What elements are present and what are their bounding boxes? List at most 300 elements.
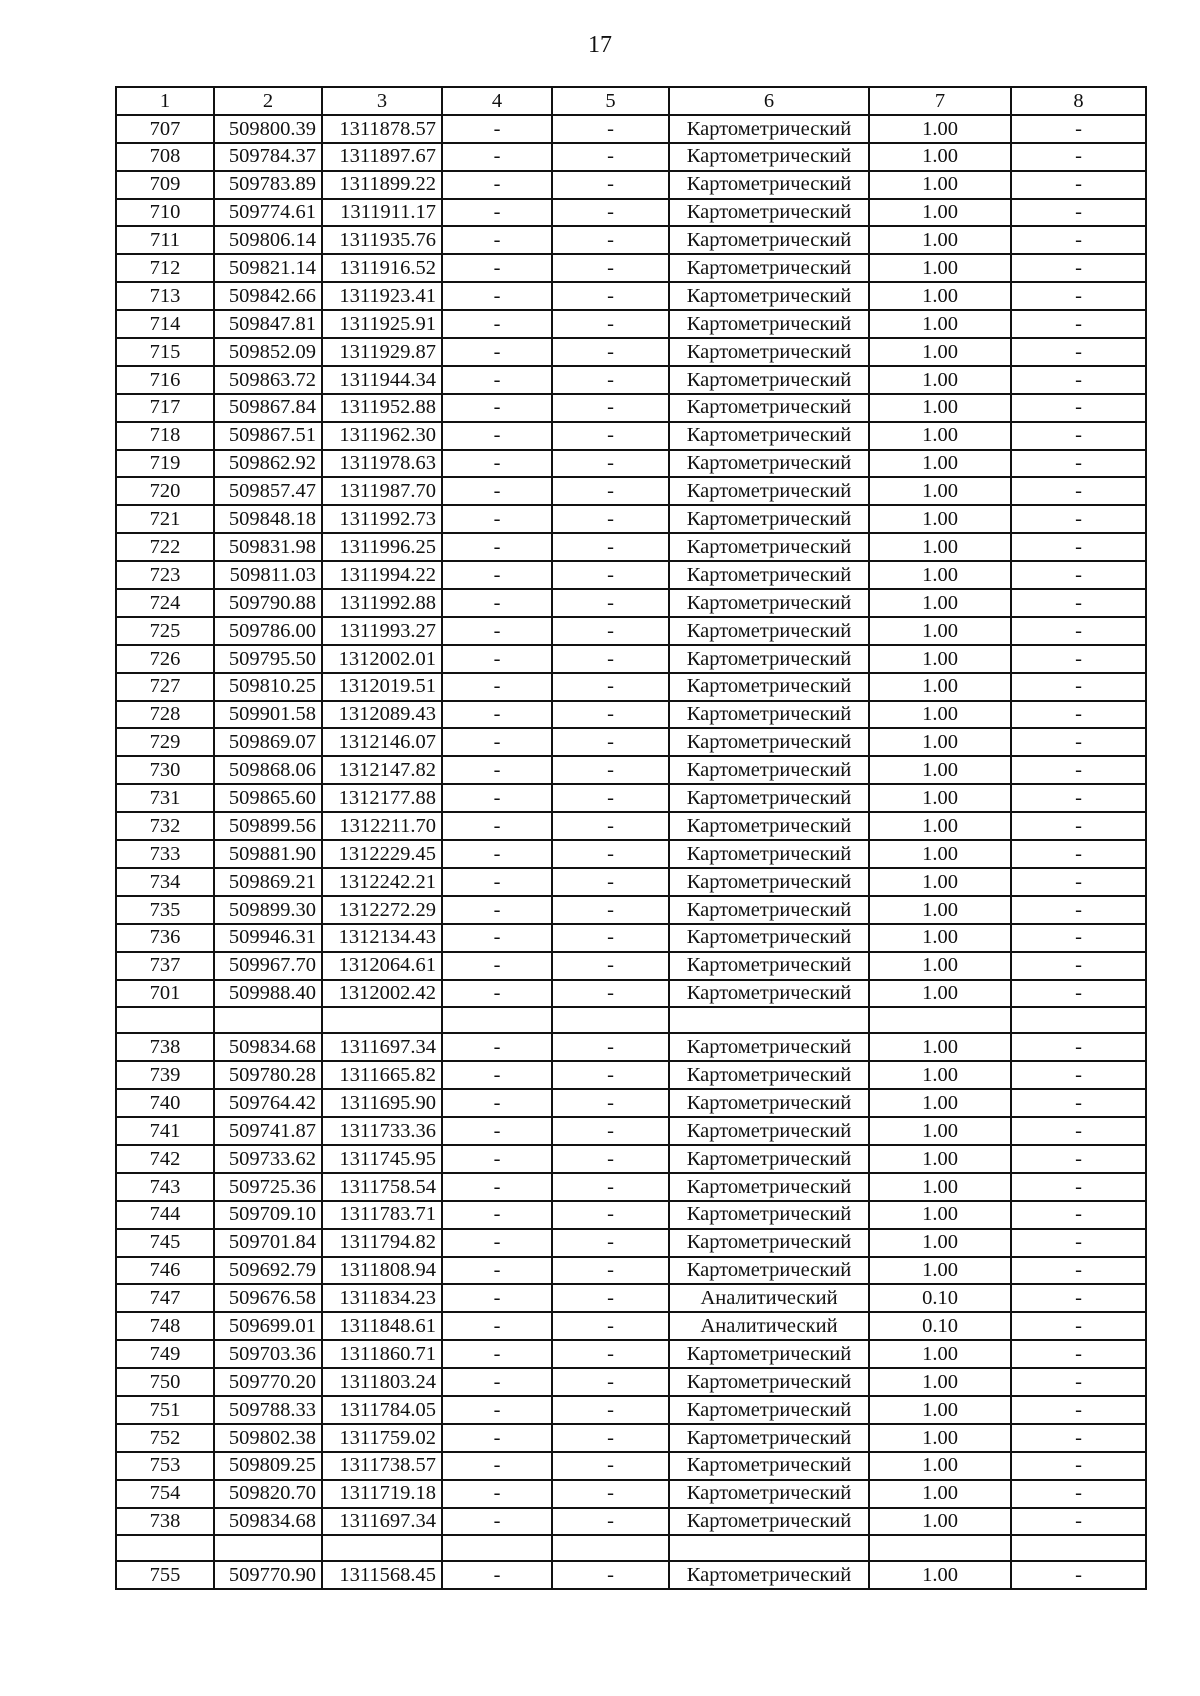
col4-cell: - xyxy=(442,394,552,422)
table-row xyxy=(116,1424,1146,1452)
x-coordinate-cell: 509821.14 xyxy=(214,254,322,282)
y-coordinate-cell: 1311992.73 xyxy=(322,505,442,533)
x-coordinate-cell: 509881.90 xyxy=(214,840,322,868)
point-number-cell: 716 xyxy=(116,366,214,394)
method-cell: Картометрический xyxy=(669,645,869,673)
col8-cell xyxy=(1011,1007,1146,1033)
table-body xyxy=(116,115,1146,1589)
table-row xyxy=(116,394,1146,422)
method-cell: Картометрический xyxy=(669,1145,869,1173)
y-coordinate-cell: 1311695.90 xyxy=(322,1089,442,1117)
point-number-cell: 746 xyxy=(116,1257,214,1285)
method-cell: Картометрический xyxy=(669,450,869,478)
method-cell: Картометрический xyxy=(669,561,869,589)
y-coordinate-cell: 1311758.54 xyxy=(322,1173,442,1201)
col5-cell: - xyxy=(552,1284,669,1312)
method-cell: Картометрический xyxy=(669,1508,869,1536)
col5-cell: - xyxy=(552,617,669,645)
col5-cell: - xyxy=(552,1312,669,1340)
table-row xyxy=(116,254,1146,282)
accuracy-cell: 1.00 xyxy=(869,1396,1011,1424)
y-coordinate-cell: 1311962.30 xyxy=(322,422,442,450)
col5-cell: - xyxy=(552,1173,669,1201)
x-coordinate-cell: 509869.21 xyxy=(214,868,322,896)
y-coordinate-cell: 1311935.76 xyxy=(322,226,442,254)
y-coordinate-cell: 1311899.22 xyxy=(322,171,442,199)
col5-cell: - xyxy=(552,143,669,171)
col8-cell: - xyxy=(1011,199,1146,227)
x-coordinate-cell: 509867.84 xyxy=(214,394,322,422)
point-number-cell: 714 xyxy=(116,310,214,338)
accuracy-cell: 1.00 xyxy=(869,1145,1011,1173)
column-header: 3 xyxy=(322,87,442,115)
accuracy-cell: 1.00 xyxy=(869,477,1011,505)
col4-cell: - xyxy=(442,1173,552,1201)
method-cell: Картометрический xyxy=(669,505,869,533)
table-row xyxy=(116,784,1146,812)
col5-cell: - xyxy=(552,115,669,143)
method-cell: Картометрический xyxy=(669,254,869,282)
col5-cell: - xyxy=(552,394,669,422)
column-header: 8 xyxy=(1011,87,1146,115)
col5-cell: - xyxy=(552,1117,669,1145)
page-number: 17 xyxy=(588,32,612,58)
col8-cell: - xyxy=(1011,1368,1146,1396)
x-coordinate-cell: 509857.47 xyxy=(214,477,322,505)
accuracy-cell xyxy=(869,1535,1011,1561)
accuracy-cell: 1.00 xyxy=(869,1452,1011,1480)
method-cell: Картометрический xyxy=(669,924,869,952)
col8-cell: - xyxy=(1011,1480,1146,1508)
col8-cell: - xyxy=(1011,338,1146,366)
accuracy-cell: 1.00 xyxy=(869,728,1011,756)
method-cell: Картометрический xyxy=(669,701,869,729)
accuracy-cell: 1.00 xyxy=(869,1257,1011,1285)
col8-cell: - xyxy=(1011,784,1146,812)
column-header: 6 xyxy=(669,87,869,115)
method-cell: Картометрический xyxy=(669,1561,869,1589)
table-row xyxy=(116,840,1146,868)
method-cell: Аналитический xyxy=(669,1312,869,1340)
col4-cell: - xyxy=(442,1480,552,1508)
col8-cell: - xyxy=(1011,477,1146,505)
col5-cell: - xyxy=(552,282,669,310)
method-cell xyxy=(669,1535,869,1561)
column-header: 5 xyxy=(552,87,669,115)
col5-cell: - xyxy=(552,645,669,673)
point-number-cell: 712 xyxy=(116,254,214,282)
col8-cell: - xyxy=(1011,952,1146,980)
x-coordinate-cell: 509783.89 xyxy=(214,171,322,199)
col5-cell: - xyxy=(552,422,669,450)
point-number-cell: 738 xyxy=(116,1033,214,1061)
point-number-cell: 736 xyxy=(116,924,214,952)
col5-cell: - xyxy=(552,924,669,952)
method-cell: Картометрический xyxy=(669,1396,869,1424)
table-row xyxy=(116,1061,1146,1089)
method-cell: Картометрический xyxy=(669,1033,869,1061)
accuracy-cell: 1.00 xyxy=(869,1173,1011,1201)
col5-cell xyxy=(552,1007,669,1033)
accuracy-cell: 1.00 xyxy=(869,980,1011,1008)
x-coordinate-cell: 509967.70 xyxy=(214,952,322,980)
point-number-cell: 750 xyxy=(116,1368,214,1396)
y-coordinate-cell xyxy=(322,1007,442,1033)
accuracy-cell: 1.00 xyxy=(869,422,1011,450)
col8-cell: - xyxy=(1011,533,1146,561)
method-cell: Картометрический xyxy=(669,1480,869,1508)
method-cell: Картометрический xyxy=(669,1117,869,1145)
col4-cell: - xyxy=(442,477,552,505)
col8-cell: - xyxy=(1011,812,1146,840)
col4-cell: - xyxy=(442,1396,552,1424)
x-coordinate-cell: 509863.72 xyxy=(214,366,322,394)
x-coordinate-cell xyxy=(214,1535,322,1561)
col4-cell: - xyxy=(442,1033,552,1061)
accuracy-cell: 1.00 xyxy=(869,1201,1011,1229)
col4-cell: - xyxy=(442,422,552,450)
method-cell: Картометрический xyxy=(669,728,869,756)
col8-cell: - xyxy=(1011,1201,1146,1229)
col4-cell: - xyxy=(442,617,552,645)
col4-cell: - xyxy=(442,756,552,784)
accuracy-cell: 1.00 xyxy=(869,394,1011,422)
x-coordinate-cell: 509741.87 xyxy=(214,1117,322,1145)
table-row xyxy=(116,533,1146,561)
x-coordinate-cell: 509795.50 xyxy=(214,645,322,673)
x-coordinate-cell: 509810.25 xyxy=(214,673,322,701)
point-number-cell: 723 xyxy=(116,561,214,589)
col4-cell: - xyxy=(442,1145,552,1173)
point-number-cell: 748 xyxy=(116,1312,214,1340)
point-number-cell: 739 xyxy=(116,1061,214,1089)
point-number-cell xyxy=(116,1535,214,1561)
accuracy-cell xyxy=(869,1007,1011,1033)
y-coordinate-cell: 1311878.57 xyxy=(322,115,442,143)
col4-cell: - xyxy=(442,505,552,533)
point-number-cell: 709 xyxy=(116,171,214,199)
table-row xyxy=(116,645,1146,673)
accuracy-cell: 1.00 xyxy=(869,924,1011,952)
method-cell: Картометрический xyxy=(669,171,869,199)
y-coordinate-cell: 1311665.82 xyxy=(322,1061,442,1089)
table-row xyxy=(116,952,1146,980)
accuracy-cell: 1.00 xyxy=(869,645,1011,673)
col4-cell: - xyxy=(442,784,552,812)
accuracy-cell: 1.00 xyxy=(869,533,1011,561)
col8-cell: - xyxy=(1011,1340,1146,1368)
point-number-cell: 720 xyxy=(116,477,214,505)
x-coordinate-cell: 509865.60 xyxy=(214,784,322,812)
method-cell: Картометрический xyxy=(669,868,869,896)
col4-cell: - xyxy=(442,840,552,868)
y-coordinate-cell: 1311994.22 xyxy=(322,561,442,589)
y-coordinate-cell: 1312019.51 xyxy=(322,673,442,701)
col4-cell xyxy=(442,1535,552,1561)
x-coordinate-cell: 509770.90 xyxy=(214,1561,322,1589)
table-row xyxy=(116,282,1146,310)
col4-cell: - xyxy=(442,812,552,840)
x-coordinate-cell: 509800.39 xyxy=(214,115,322,143)
col4-cell: - xyxy=(442,645,552,673)
method-cell: Картометрический xyxy=(669,143,869,171)
col4-cell: - xyxy=(442,171,552,199)
x-coordinate-cell: 509842.66 xyxy=(214,282,322,310)
column-header: 2 xyxy=(214,87,322,115)
y-coordinate-cell: 1311925.91 xyxy=(322,310,442,338)
col8-cell: - xyxy=(1011,1561,1146,1589)
point-number-cell: 755 xyxy=(116,1561,214,1589)
col5-cell: - xyxy=(552,980,669,1008)
method-cell: Аналитический xyxy=(669,1284,869,1312)
point-number-cell xyxy=(116,1007,214,1033)
accuracy-cell: 1.00 xyxy=(869,366,1011,394)
x-coordinate-cell: 509988.40 xyxy=(214,980,322,1008)
col8-cell: - xyxy=(1011,1061,1146,1089)
col8-cell: - xyxy=(1011,422,1146,450)
col4-cell: - xyxy=(442,1340,552,1368)
accuracy-cell: 1.00 xyxy=(869,589,1011,617)
col4-cell: - xyxy=(442,310,552,338)
x-coordinate-cell: 509946.31 xyxy=(214,924,322,952)
y-coordinate-cell: 1311759.02 xyxy=(322,1424,442,1452)
col4-cell: - xyxy=(442,1508,552,1536)
point-number-cell: 726 xyxy=(116,645,214,673)
col5-cell: - xyxy=(552,1145,669,1173)
method-cell: Картометрический xyxy=(669,840,869,868)
col5-cell: - xyxy=(552,896,669,924)
col5-cell: - xyxy=(552,1368,669,1396)
y-coordinate-cell: 1311733.36 xyxy=(322,1117,442,1145)
col5-cell: - xyxy=(552,171,669,199)
x-coordinate-cell: 509733.62 xyxy=(214,1145,322,1173)
accuracy-cell: 1.00 xyxy=(869,561,1011,589)
col4-cell: - xyxy=(442,728,552,756)
x-coordinate-cell: 509834.68 xyxy=(214,1033,322,1061)
y-coordinate-cell xyxy=(322,1535,442,1561)
table-row xyxy=(116,1145,1146,1173)
point-number-cell: 718 xyxy=(116,422,214,450)
col5-cell: - xyxy=(552,1229,669,1257)
point-number-cell: 734 xyxy=(116,868,214,896)
point-number-cell: 733 xyxy=(116,840,214,868)
point-number-cell: 729 xyxy=(116,728,214,756)
y-coordinate-cell: 1312089.43 xyxy=(322,701,442,729)
col8-cell: - xyxy=(1011,980,1146,1008)
accuracy-cell: 1.00 xyxy=(869,1061,1011,1089)
table-row xyxy=(116,1033,1146,1061)
method-cell: Картометрический xyxy=(669,1201,869,1229)
col8-cell: - xyxy=(1011,1257,1146,1285)
col5-cell: - xyxy=(552,1201,669,1229)
table-row xyxy=(116,1535,1146,1561)
y-coordinate-cell: 1311952.88 xyxy=(322,394,442,422)
table-row xyxy=(116,422,1146,450)
col4-cell: - xyxy=(442,143,552,171)
y-coordinate-cell: 1311916.52 xyxy=(322,254,442,282)
col4-cell: - xyxy=(442,199,552,227)
col4-cell: - xyxy=(442,1061,552,1089)
point-number-cell: 742 xyxy=(116,1145,214,1173)
x-coordinate-cell: 509774.61 xyxy=(214,199,322,227)
coordinates-table xyxy=(115,86,1147,1590)
method-cell: Картометрический xyxy=(669,1229,869,1257)
accuracy-cell: 1.00 xyxy=(869,282,1011,310)
y-coordinate-cell: 1312229.45 xyxy=(322,840,442,868)
y-coordinate-cell: 1312242.21 xyxy=(322,868,442,896)
method-cell: Картометрический xyxy=(669,812,869,840)
x-coordinate-cell: 509809.25 xyxy=(214,1452,322,1480)
col4-cell: - xyxy=(442,450,552,478)
col4-cell: - xyxy=(442,366,552,394)
table-row xyxy=(116,450,1146,478)
col8-cell: - xyxy=(1011,1284,1146,1312)
col5-cell: - xyxy=(552,784,669,812)
x-coordinate-cell: 509764.42 xyxy=(214,1089,322,1117)
accuracy-cell: 1.00 xyxy=(869,1368,1011,1396)
method-cell: Картометрический xyxy=(669,1340,869,1368)
point-number-cell: 713 xyxy=(116,282,214,310)
col8-cell: - xyxy=(1011,673,1146,701)
col5-cell: - xyxy=(552,673,669,701)
x-coordinate-cell: 509709.10 xyxy=(214,1201,322,1229)
point-number-cell: 751 xyxy=(116,1396,214,1424)
x-coordinate-cell: 509676.58 xyxy=(214,1284,322,1312)
col5-cell: - xyxy=(552,338,669,366)
y-coordinate-cell: 1311923.41 xyxy=(322,282,442,310)
x-coordinate-cell: 509725.36 xyxy=(214,1173,322,1201)
col5-cell: - xyxy=(552,310,669,338)
col5-cell: - xyxy=(552,756,669,784)
col8-cell: - xyxy=(1011,1312,1146,1340)
point-number-cell: 747 xyxy=(116,1284,214,1312)
method-cell: Картометрический xyxy=(669,952,869,980)
x-coordinate-cell: 509834.68 xyxy=(214,1508,322,1536)
col5-cell: - xyxy=(552,477,669,505)
y-coordinate-cell: 1312002.42 xyxy=(322,980,442,1008)
x-coordinate-cell: 509806.14 xyxy=(214,226,322,254)
method-cell: Картометрический xyxy=(669,226,869,254)
col8-cell: - xyxy=(1011,896,1146,924)
method-cell: Картометрический xyxy=(669,896,869,924)
col4-cell: - xyxy=(442,701,552,729)
table-row xyxy=(116,310,1146,338)
method-cell: Картометрический xyxy=(669,1424,869,1452)
y-coordinate-cell: 1311929.87 xyxy=(322,338,442,366)
x-coordinate-cell: 509868.06 xyxy=(214,756,322,784)
point-number-cell: 754 xyxy=(116,1480,214,1508)
method-cell: Картометрический xyxy=(669,617,869,645)
point-number-cell: 737 xyxy=(116,952,214,980)
table-row xyxy=(116,1368,1146,1396)
x-coordinate-cell: 509699.01 xyxy=(214,1312,322,1340)
accuracy-cell: 1.00 xyxy=(869,756,1011,784)
accuracy-cell: 1.00 xyxy=(869,1089,1011,1117)
col8-cell: - xyxy=(1011,728,1146,756)
y-coordinate-cell: 1312002.01 xyxy=(322,645,442,673)
y-coordinate-cell: 1312064.61 xyxy=(322,952,442,980)
method-cell: Картометрический xyxy=(669,310,869,338)
col5-cell: - xyxy=(552,533,669,561)
point-number-cell: 749 xyxy=(116,1340,214,1368)
col4-cell: - xyxy=(442,1284,552,1312)
col8-cell: - xyxy=(1011,394,1146,422)
col5-cell: - xyxy=(552,450,669,478)
col8-cell: - xyxy=(1011,1145,1146,1173)
col8-cell: - xyxy=(1011,840,1146,868)
table-row xyxy=(116,728,1146,756)
y-coordinate-cell: 1311848.61 xyxy=(322,1312,442,1340)
col4-cell: - xyxy=(442,561,552,589)
accuracy-cell: 1.00 xyxy=(869,115,1011,143)
col8-cell: - xyxy=(1011,645,1146,673)
accuracy-cell: 1.00 xyxy=(869,952,1011,980)
x-coordinate-cell: 509867.51 xyxy=(214,422,322,450)
table-row xyxy=(116,561,1146,589)
point-number-cell: 727 xyxy=(116,673,214,701)
point-number-cell: 707 xyxy=(116,115,214,143)
table-row xyxy=(116,366,1146,394)
col4-cell: - xyxy=(442,1561,552,1589)
col5-cell: - xyxy=(552,1340,669,1368)
method-cell: Картометрический xyxy=(669,756,869,784)
y-coordinate-cell: 1311897.67 xyxy=(322,143,442,171)
table-row xyxy=(116,1173,1146,1201)
y-coordinate-cell: 1311568.45 xyxy=(322,1561,442,1589)
accuracy-cell: 1.00 xyxy=(869,812,1011,840)
col4-cell: - xyxy=(442,1312,552,1340)
point-number-cell: 752 xyxy=(116,1424,214,1452)
point-number-cell: 721 xyxy=(116,505,214,533)
method-cell: Картометрический xyxy=(669,394,869,422)
table-row xyxy=(116,1089,1146,1117)
point-number-cell: 745 xyxy=(116,1229,214,1257)
accuracy-cell: 1.00 xyxy=(869,1117,1011,1145)
table-row xyxy=(116,171,1146,199)
method-cell: Картометрический xyxy=(669,199,869,227)
x-coordinate-cell: 509848.18 xyxy=(214,505,322,533)
method-cell: Картометрический xyxy=(669,673,869,701)
col5-cell: - xyxy=(552,840,669,868)
table-row xyxy=(116,1312,1146,1340)
x-coordinate-cell: 509786.00 xyxy=(214,617,322,645)
x-coordinate-cell: 509703.36 xyxy=(214,1340,322,1368)
column-header: 4 xyxy=(442,87,552,115)
x-coordinate-cell: 509780.28 xyxy=(214,1061,322,1089)
col8-cell: - xyxy=(1011,701,1146,729)
accuracy-cell: 1.00 xyxy=(869,1561,1011,1589)
col8-cell: - xyxy=(1011,1508,1146,1536)
method-cell: Картометрический xyxy=(669,1173,869,1201)
col5-cell: - xyxy=(552,505,669,533)
col4-cell: - xyxy=(442,1117,552,1145)
x-coordinate-cell: 509852.09 xyxy=(214,338,322,366)
col4-cell: - xyxy=(442,896,552,924)
y-coordinate-cell: 1311944.34 xyxy=(322,366,442,394)
point-number-cell: 701 xyxy=(116,980,214,1008)
column-header: 7 xyxy=(869,87,1011,115)
col4-cell xyxy=(442,1007,552,1033)
x-coordinate-cell: 509831.98 xyxy=(214,533,322,561)
col5-cell: - xyxy=(552,1396,669,1424)
col5-cell: - xyxy=(552,366,669,394)
table-row xyxy=(116,1561,1146,1589)
x-coordinate-cell: 509788.33 xyxy=(214,1396,322,1424)
table-header-row xyxy=(116,87,1146,115)
col4-cell: - xyxy=(442,673,552,701)
col5-cell: - xyxy=(552,1089,669,1117)
method-cell: Картометрический xyxy=(669,589,869,617)
